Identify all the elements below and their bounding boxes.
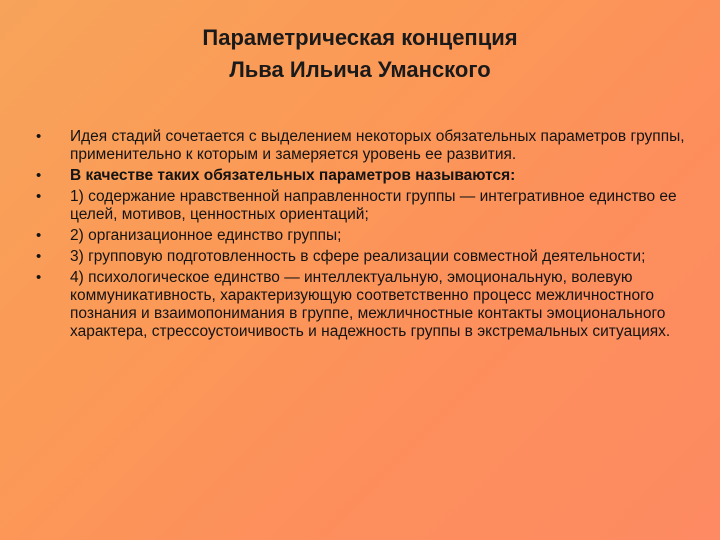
bullet-icon: • <box>36 188 42 205</box>
bullet-item-2 <box>36 167 688 185</box>
bullet-icon: • <box>36 128 42 145</box>
title-line-1: Параметрическая концепция <box>202 25 518 50</box>
slide-title <box>60 22 660 86</box>
bullet-text: 1) содержание нравственной направленности группы — интегративное единство ее целей, мотивов, ценностных ориентаций; <box>70 188 677 223</box>
bullet-item-3 <box>36 188 688 224</box>
bullet-icon: • <box>36 227 42 244</box>
bullet-text: Идея стадий сочетается с выделением некоторых обязательных параметров группы, применительно к которым и замеряется уровень ее развития. <box>70 128 685 163</box>
title-line-2: Льва Ильича Уманского <box>229 57 491 82</box>
bullet-item-4 <box>36 227 688 245</box>
bullet-text: 3) групповую подготовленность в сфере реализации совместной деятельности; <box>70 248 646 265</box>
bullet-icon: • <box>36 269 42 286</box>
bullet-text: 4) психологическое единство — интеллектуальную, эмоциональную, волевую коммуникативность, характеризующую соответственно процесс межличностного познания и взаимопонимания в группе, межличностные контакты эмоционального характера, стрессоустоичивость и надежность группы в экстремальных ситуациях. <box>70 269 671 340</box>
bullet-icon: • <box>36 167 42 184</box>
bullet-item-6 <box>36 269 688 341</box>
bullet-item-5 <box>36 248 688 266</box>
bullet-text: В качестве таких обязательных параметров называются: <box>70 167 516 184</box>
bullet-item-1 <box>36 128 688 164</box>
bullet-text: 2) организационное единство группы; <box>70 227 342 244</box>
bullet-list <box>36 128 688 344</box>
bullet-icon: • <box>36 248 42 265</box>
